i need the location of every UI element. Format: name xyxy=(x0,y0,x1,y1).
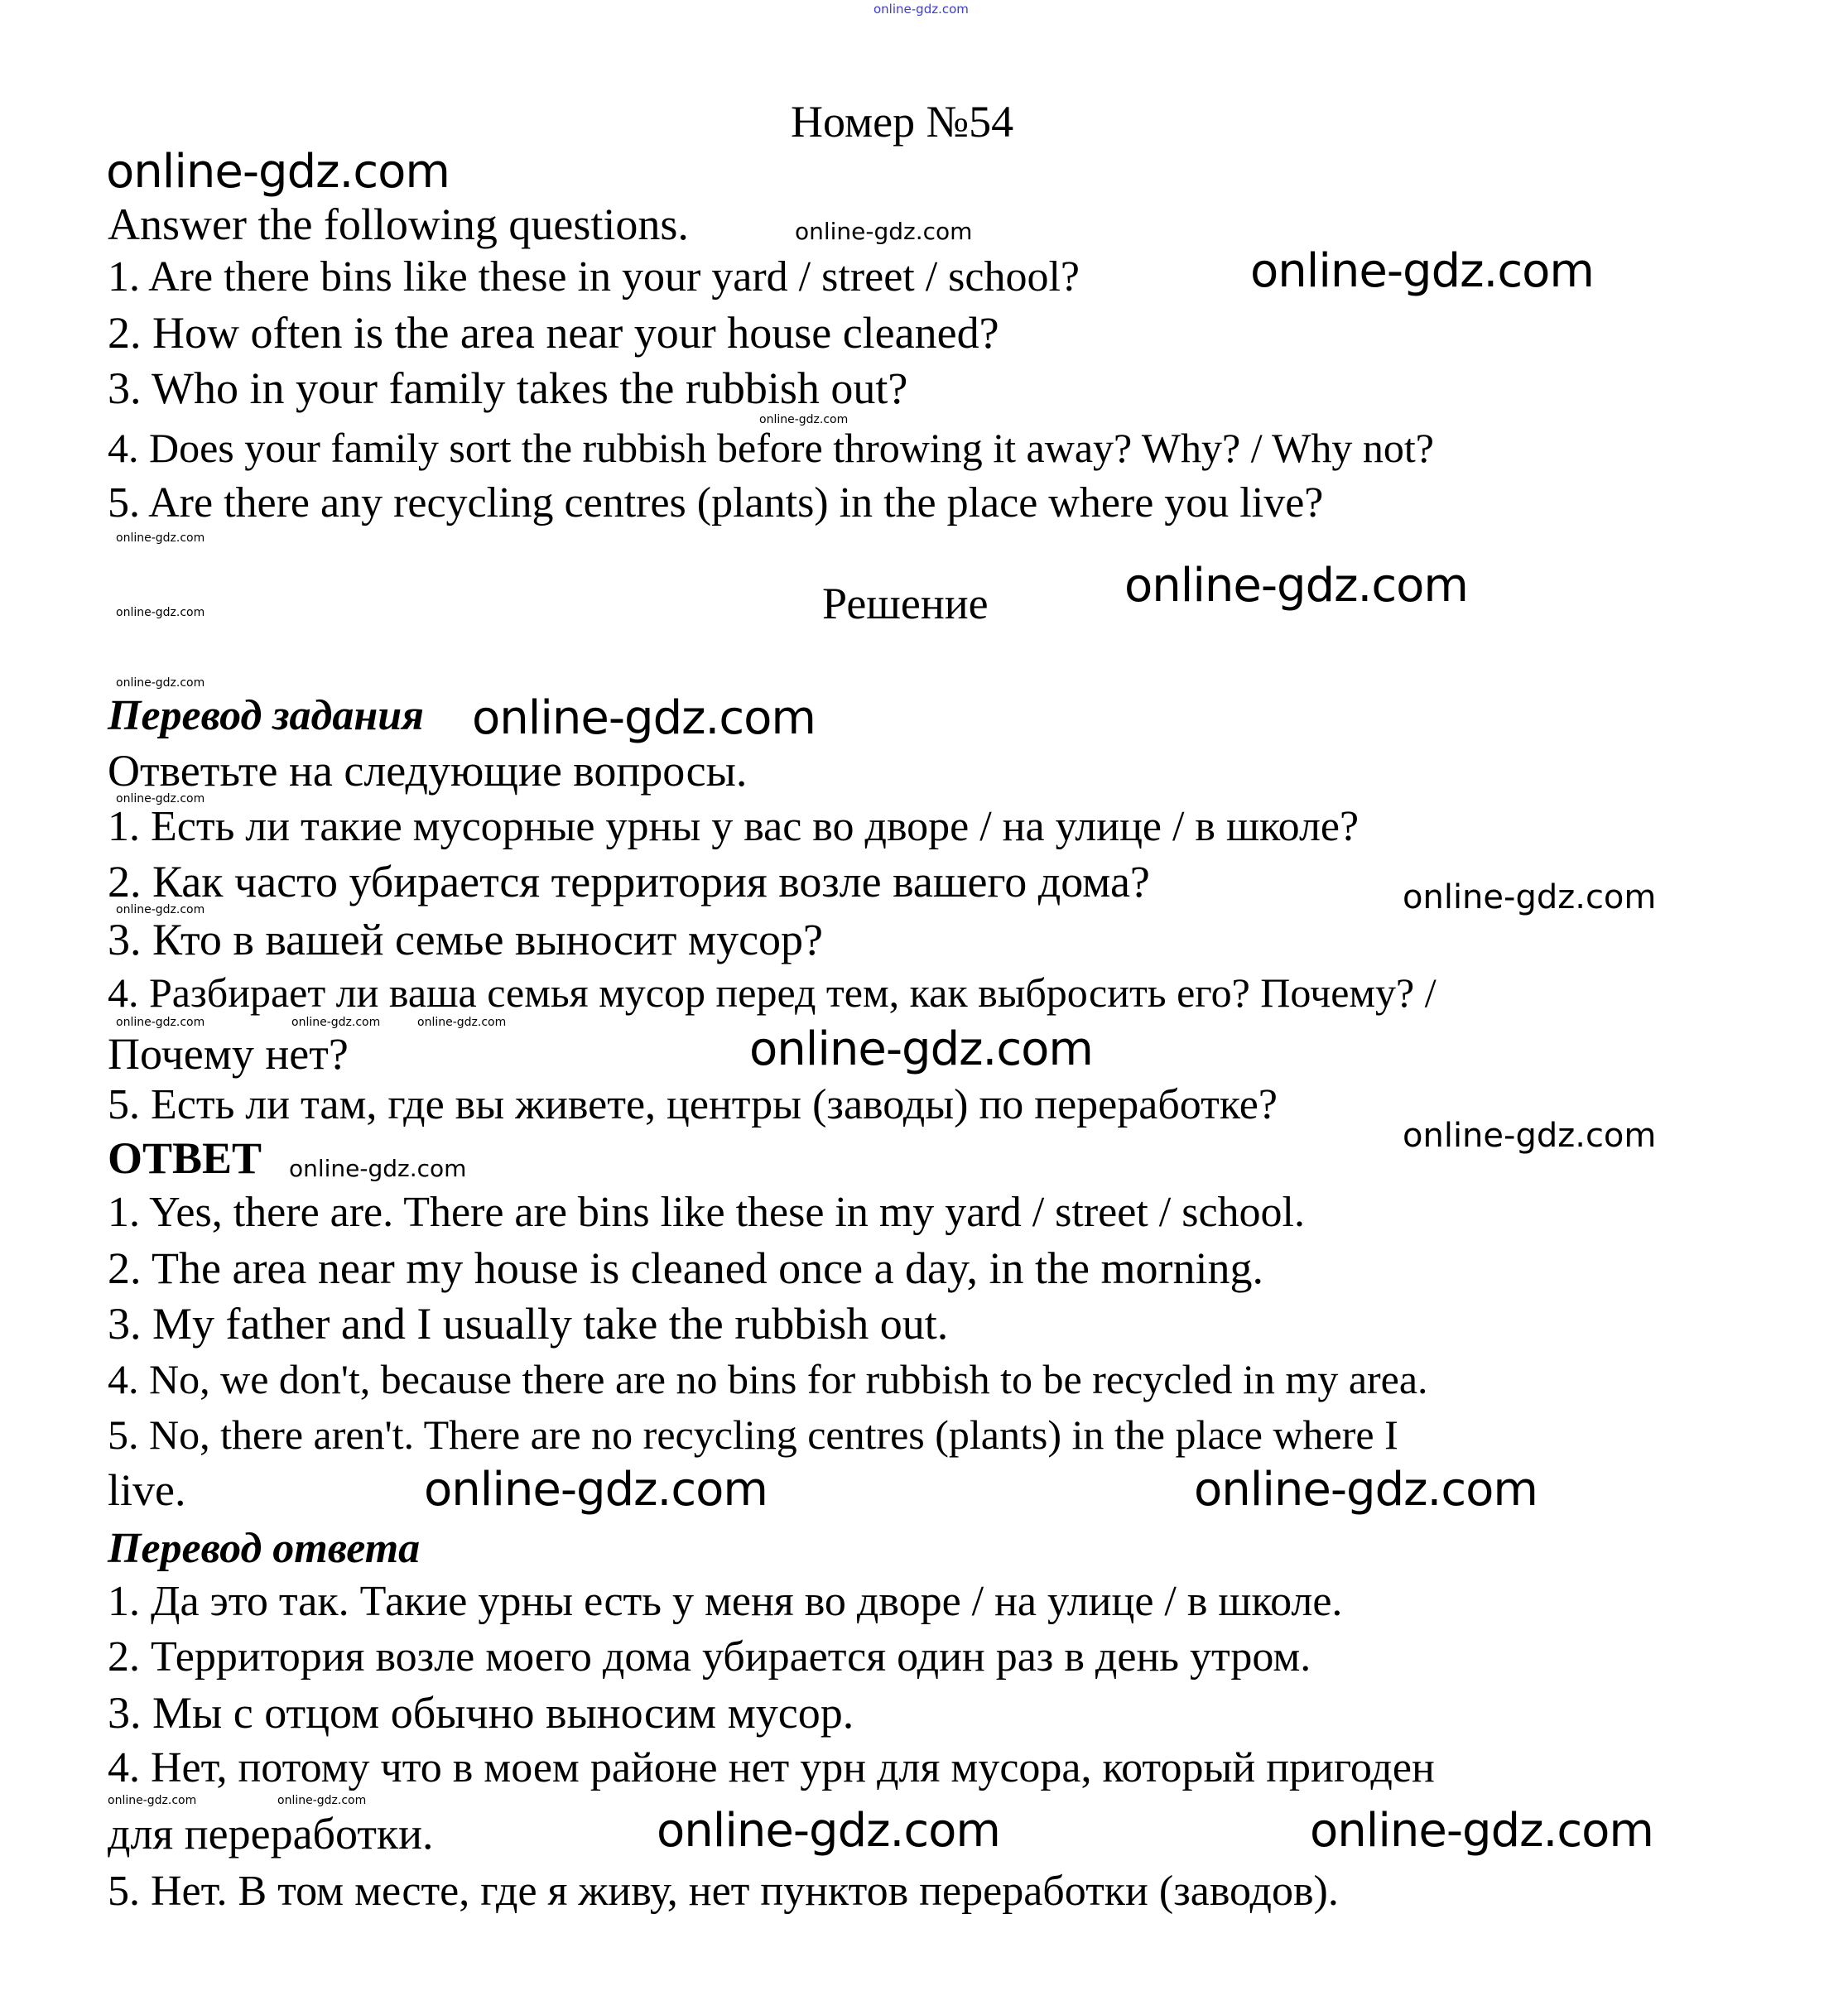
watermark[interactable]: online-gdz.com xyxy=(749,1022,1093,1076)
watermark[interactable]: online-gdz.com xyxy=(116,792,205,805)
task-translation-line: 5. Есть ли там, где вы живете, центры (заводы) по переработке? xyxy=(108,1081,1278,1128)
watermark[interactable]: online-gdz.com xyxy=(289,1155,467,1182)
watermark[interactable]: online-gdz.com xyxy=(116,606,205,619)
answer-translation-heading: Перевод ответа xyxy=(108,1525,421,1572)
watermark[interactable]: online-gdz.com xyxy=(1403,1117,1657,1155)
watermark[interactable]: online-gdz.com xyxy=(116,903,205,916)
watermark[interactable]: online-gdz.com xyxy=(291,1016,381,1029)
watermark[interactable]: online-gdz.com xyxy=(795,218,973,245)
watermark[interactable]: online-gdz.com xyxy=(116,676,205,690)
task-translation-line: 4. Разбирает ли ваша семья мусор перед тем, как выбросить его? Почему? / xyxy=(108,969,1437,1016)
answer-translation-line: 2. Территория возле моего дома убирается один раз в день утром. xyxy=(108,1633,1311,1681)
task-translation-line: 2. Как часто убирается территория возле вашего дома? xyxy=(108,857,1150,906)
answer-heading: ОТВЕТ xyxy=(108,1133,262,1183)
watermark[interactable]: online-gdz.com xyxy=(108,1794,197,1807)
watermark[interactable]: online-gdz.com xyxy=(1124,559,1468,613)
answer-translation-line: 1. Да это так. Такие урны есть у меня во дворе / на улице / в школе. xyxy=(108,1578,1343,1625)
watermark[interactable]: online-gdz.com xyxy=(1250,244,1594,298)
page-title: Номер №54 xyxy=(791,97,1014,147)
answer-line: 4. No, we don't, because there are no bins for rubbish to be recycled in my area. xyxy=(108,1356,1428,1402)
answer-translation-line: для переработки. xyxy=(108,1809,434,1859)
watermark[interactable]: online-gdz.com xyxy=(116,531,205,545)
task-translation-line: 3. Кто в вашей семье выносит мусор? xyxy=(108,915,823,964)
answer-translation-line: 4. Нет, потому что в моем районе нет урн для мусора, который пригоден xyxy=(108,1744,1435,1791)
watermark[interactable]: online-gdz.com xyxy=(1194,1463,1538,1517)
watermark[interactable]: online-gdz.com xyxy=(106,145,450,199)
watermark[interactable]: online-gdz.com xyxy=(277,1794,367,1807)
answer-translation-line: 3. Мы с отцом обычно выносим мусор. xyxy=(108,1688,854,1738)
answer-line: 1. Yes, there are. There are bins like these in my yard / street / school. xyxy=(108,1189,1305,1236)
answer-line: 3. My father and I usually take the rubbish out. xyxy=(108,1299,949,1349)
watermark[interactable]: online-gdz.com xyxy=(472,691,816,745)
task-question: 5. Are there any recycling centres (plants) in the place where you live? xyxy=(108,479,1324,527)
answer-line: 5. No, there aren't. There are no recycling centres (plants) in the place where I xyxy=(108,1411,1398,1458)
answer-translation-line: 5. Нет. В том месте, где я живу, нет пунктов переработки (заводов). xyxy=(108,1868,1339,1915)
watermark-top[interactable]: online-gdz.com xyxy=(873,2,969,17)
watermark[interactable]: online-gdz.com xyxy=(424,1463,768,1517)
task-intro: Answer the following questions. xyxy=(108,200,689,249)
task-question: 4. Does your family sort the rubbish before throwing it away? Why? / Why not? xyxy=(108,425,1434,471)
task-translation-heading: Перевод задания xyxy=(108,692,424,739)
task-question: 1. Are there bins like these in your yard / street / school? xyxy=(108,253,1080,301)
answer-line: live. xyxy=(108,1465,186,1515)
watermark[interactable]: online-gdz.com xyxy=(116,1016,205,1029)
solution-title: Решение xyxy=(822,579,989,628)
task-translation-line: 1. Есть ли такие мусорные урны у вас во дворе / на улице / в школе? xyxy=(108,803,1360,850)
watermark[interactable]: online-gdz.com xyxy=(417,1016,507,1029)
watermark[interactable]: online-gdz.com xyxy=(1310,1804,1653,1858)
watermark[interactable]: online-gdz.com xyxy=(759,413,849,426)
task-question: 3. Who in your family takes the rubbish out? xyxy=(108,363,908,413)
task-translation-line: Почему нет? xyxy=(108,1029,349,1079)
answer-line: 2. The area near my house is cleaned once a day, in the morning. xyxy=(108,1243,1263,1293)
watermark[interactable]: online-gdz.com xyxy=(657,1804,1000,1858)
watermark[interactable]: online-gdz.com xyxy=(1403,878,1657,916)
task-translation-intro: Ответьте на следующие вопросы. xyxy=(108,746,748,796)
task-question: 2. How often is the area near your house cleaned? xyxy=(108,308,999,358)
